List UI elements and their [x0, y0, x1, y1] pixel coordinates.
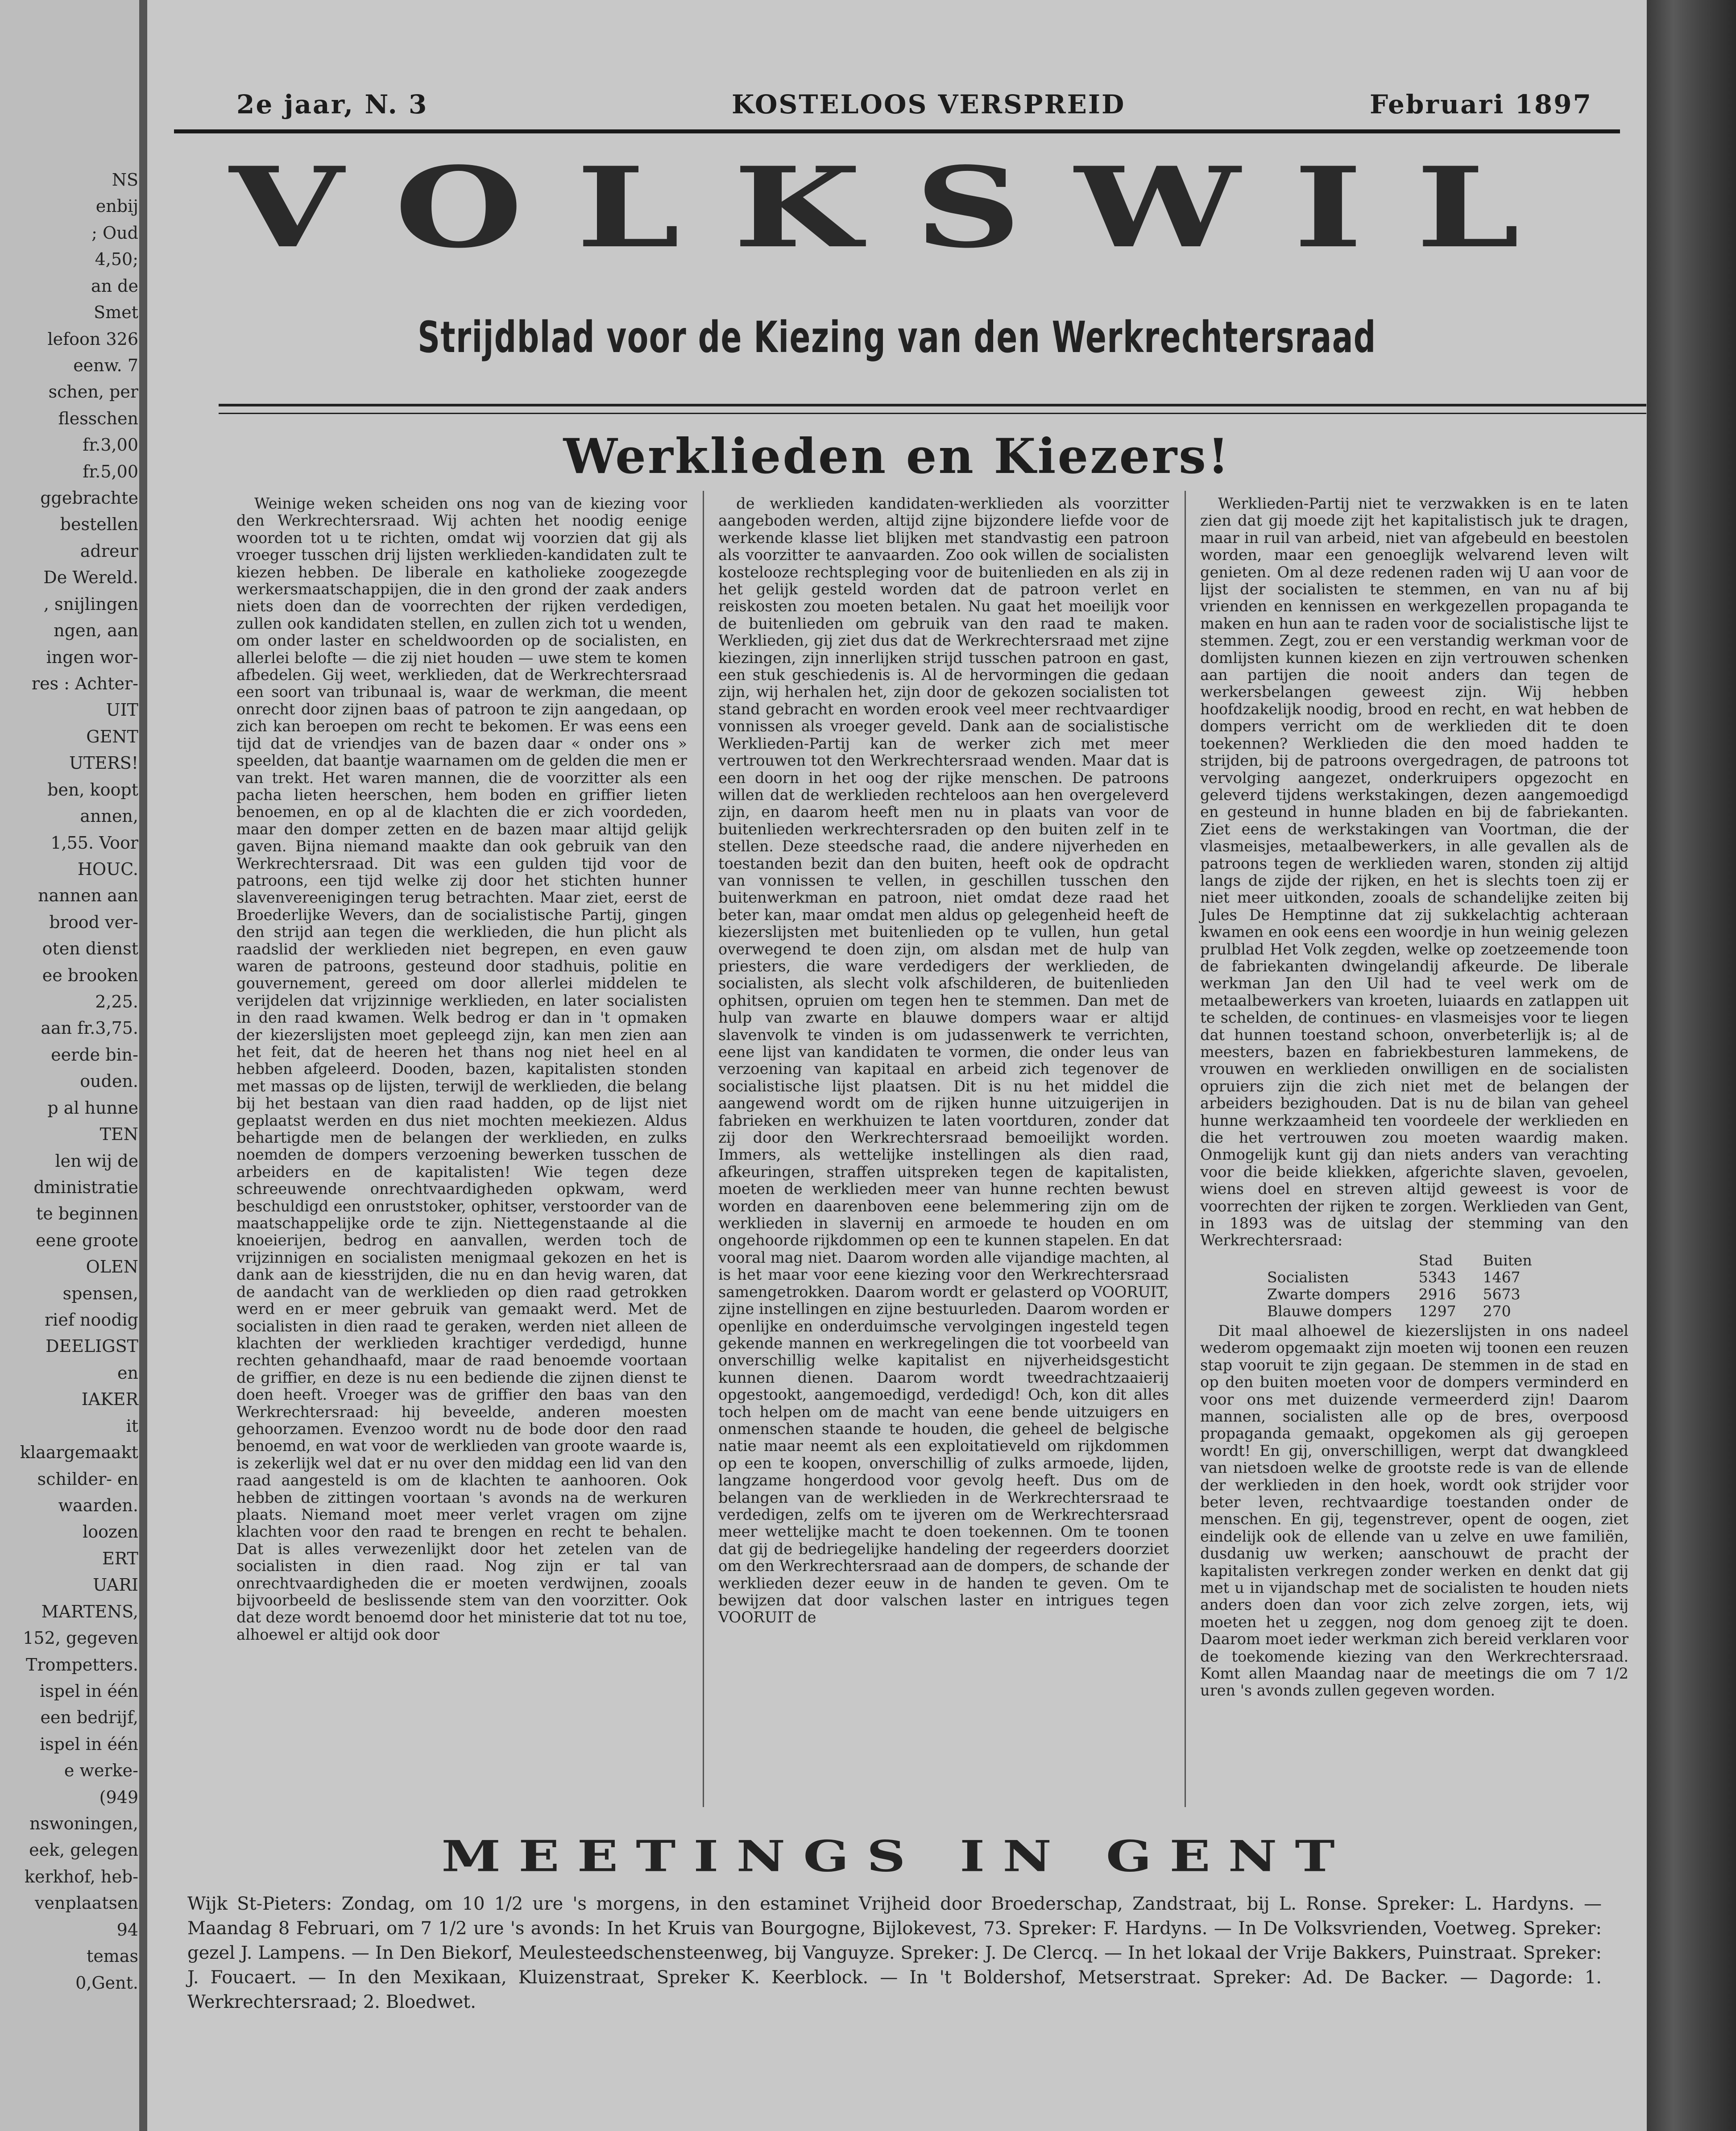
adjacent-text-fragment: lefoon 326 — [47, 329, 138, 349]
adjacent-text-fragment: adreur — [80, 541, 138, 561]
adjacent-text-fragment: UIT — [106, 700, 138, 720]
book-spine — [1647, 0, 1736, 2131]
adjacent-text-fragment: eek, gelegen — [29, 1840, 138, 1860]
newspaper-page — [147, 0, 1647, 2131]
adjacent-text-fragment: en — [117, 1363, 138, 1383]
adjacent-text-fragment: ; Oud — [91, 223, 138, 243]
column-divider — [703, 491, 704, 1807]
adjacent-text-fragment: venplaatsen — [35, 1893, 138, 1913]
adjacent-text-fragment: UARI — [93, 1575, 138, 1595]
page-gutter — [139, 0, 147, 2131]
article-headline: Werklieden en Kiezers! — [563, 428, 1231, 485]
adjacent-text-fragment: nannen aan — [38, 886, 138, 906]
adjacent-text-fragment: ggebrachte — [40, 488, 138, 508]
adjacent-text-fragment: 94 — [116, 1920, 138, 1940]
column-text: Weinige weken scheiden ons nog van de kiezing voor den Werkrechtersraad. Wij achten het noodig eenige woorden tot u te richten, omdat wij voorzien dat gij als vroeger tusschen drij lijsten werklieden-kandidaten zult te kiezen hebben. De liberale en katholieke zoogezegde werkersmaatschappijen, die in den grond der zaak anders niets doen dan de voorrechten der rijken verdedigen, zullen ook kandidaten stellen, en zullen zich tot u wenden, om onder laster en scheldwoorden op de socialisten, en allerlei belofte — die zij niet houden — uwe stem te komen afbedelen. Gij weet, werklieden, dat de Werkrechtersraad een soort van tribunaal is, waar de werkman, die meent onrecht door zijnen baas of patroon te zijn aangedaan, op zich kan beroepen om recht te bekomen. Er was eens een tijd dat de vriendjes van de bazen daar « onder ons » speelden, dat baantje waarnamen om de gelden die men er van trekt. Het waren mannen, die de voorzitter als een pacha lieten heerschen, hem boden en griffier lieten benoemen, en op al de klachten die er zich voordeden, maar den domper zetten en de bazen maar altijd gelijk gaven. Bijna niemand maakte dan ook gebruik van den Werkrechtersraad. Dit was een gulden tijd voor de patroons, een tijd welke zij door het stichten hunner slavenvereenigingen terug betrachten. Maar ziet, eerst de Broederlijke Wevers, dan de socialistische Partij, gingen den strijd aan tegen die werklieden, die hun plicht als raadslid der werklieden niet begrepen, en even gauw waren de patroons, gesteund door stadhuis, politie en gouvernement, gereed om door allerlei middelen te verijdelen dat vrijzinnige werklieden, en later socialisten in den raad kwamen. Welk bedrog er dan in 't opmaken der kiezerslijsten moet gepleegd zijn, kan men zien aan het feit, dat de heeren het thans nog niet heel en al hebben afgeleerd. Dooden, bazen, kapitalisten stonden met massas op de lijsten, terwijl de werklieden, die belang bij het bestaan van dien raad hadden, op de lijst niet geplaatst werden en dus niet mochten meekiezen. Aldus behartigde men de belangen der werklieden, en zulks noemden de dompers verzoening bewerken tusschen de arbeiders en de kapitalisten! Wie tegen deze schreeuwende onrechtvaardigheden opkwam, werd beschuldigd een onruststoker, ophitser, verstoorder van de maatschappelijke orde te zijn. Niettegenstaande al die knoeierijen, bedrog en aanvallen, werden toch de vrijzinnigen en socialisten menigmaal gekozen en het is dank aan de kiesstrijden, die nu en dan hevig waren, dat de aandacht van de werklieden op dien raad getrokken werd en er meer gebruik van gemaakt werd. Met de socialisten in dien raad te geraken, werden niet alleen de klachten der werklieden krachtiger verdedigd, hunne rechten gehandhaafd, maar de raad benoemde voortaan de griffier, en deze is nu een bediende die zijnen dienst te doen heeft. Vroeger was de griffier den baas van den Werkrechtersraad: hij beveelde, anderen moesten gehoorzamen. Evenzoo wordt nu de bode door den raad benoemd, en wat voor de werklieden van groote waarde is, is zekerlijk wel dat er nu over den middag een lid van den raad aangesteld is om de klachten te aanhooren. Ook hebben de zittingen voortaan 's avonds na de werkuren plaats. Niemand moet meer verlet vragen om zijne klachten voor den raad te brengen en recht te behalen. Dat is alles verwezenlijkt door het zetelen van de socialisten in dien raad. Nog zijn er tal van onrechtvaardigheden die er moeten verdwijnen, zooals bijvoorbeeld de beslissende stem van den voorzitter. Ook dat deze wordt benoemd door het ministerie dat tot nu toe, alhoewel er altijd ook door — [236, 495, 687, 1643]
adjacent-text-fragment: NS — [112, 170, 138, 190]
adjacent-page-edge — [0, 0, 147, 2131]
adjacent-text-fragment: eene groote — [35, 1230, 138, 1250]
masthead-rule-thin — [219, 413, 1646, 414]
adjacent-text-fragment: temas — [87, 1946, 138, 1966]
adjacent-text-fragment: 2,25. — [95, 992, 138, 1012]
adjacent-text-fragment: eenw. 7 — [73, 355, 138, 375]
adjacent-text-fragment: 152, gegeven — [23, 1628, 138, 1648]
table-header-cell — [1254, 1252, 1405, 1269]
adjacent-text-fragment: an de — [91, 276, 138, 296]
adjacent-text-fragment: DEELIGST — [46, 1336, 138, 1356]
adjacent-text-fragment: brood ver- — [49, 912, 138, 932]
table-cell: 270 — [1483, 1302, 1511, 1320]
adjacent-text-fragment: MARTENS, — [41, 1601, 138, 1621]
table-row — [1254, 1286, 1545, 1303]
table-cell: Zwarte dompers — [1267, 1285, 1390, 1303]
adjacent-text-fragment: annen, — [80, 806, 138, 826]
adjacent-text-fragment: spensen, — [62, 1283, 138, 1303]
column-text: Dit maal alhoewel de kiezerslijsten in ons nadeel wederom opgemaakt zijn moeten wij toonen een reuzen stap vooruit te zijn gegaan. De stemmen in de stad en op den buiten moeten voor de dompers verminderd en voor ons met duizende vermeerderd zijn! Daarom mannen, socialisten alle op de bres, overpoosd propaganda gemaakt, opgekomen als gij geroepen wordt! En gij, onverschilligen, werpt dat dwangkleed van nietsdoen welke de grootste rede is van de ellende der werklieden in den hoek, wordt ook strijder voor beter leven, rechtvaardige toestanden onder de menschen. En gij, tegenstrever, opent de oogen, ziet eindelijk ook de ellende van u zelve en uwe familiën, dusdanig uw werken; aanschouwt de pracht der kapitalisten verkregen zonder werken en denkt dat gij met u in vijandschap met de socialisten te houden niets anders doen dan voor zich zelve zorgen, iets, wij moeten het u zeggen, nog dom genoeg zijt te doen. Daarom moet ieder werkman zich bereid verklaren voor de toekomende kiezing van den Werkrechtersraad. Komt allen Maandag naar de meetings die om 7 1/2 uren 's avonds zullen gegeven worden. — [1200, 1322, 1628, 1700]
adjacent-text-fragment: rief noodig — [45, 1310, 138, 1330]
adjacent-text-fragment: kerkhof, heb- — [24, 1866, 138, 1886]
column-text: de werklieden kandidaten-werklieden als voorzitter aangeboden werden, altijd zijne bijzondere liefde voor de werkende klasse liet blijken met standvastig een patroon als voorzitter te aanvaarden. Zoo ook willen de socialisten kostelooze rechtspleging voor de buitenlieden en als zij in het gelijk gesteld worden dat de patroon verlet en reiskosten zou moeten betalen. Nu gaat het moeilijk voor de buitenlieden om gebruik van den raad te maken. Werklieden, gij ziet dus dat de Werkrechtersraad met zijne kiezingen, zijn innerlijken strijd tusschen patroon en gast, een stuk geschiedenis is. Al de hervormingen die gedaan zijn, wij herhalen het, zijn door de gekozen socialisten tot stand gebracht en worden erook veel meer rechtvaardiger vonnissen als vroeger geveld. Dank aan de socialistische Werklieden-Partij kan de werker zich met meer vertrouwen tot den Werkrechtersraad wenden. Maar dat is een doorn in het oog der rijke menschen. De patroons willen dat de werklieden rechteloos aan hen overgeleverd zijn, en daarom heeft men nu in plaats van voor de buitenlieden werkrechtersraden op den buiten zelf in te stellen. Deze steedsche raad, die andere nijverheden en toestanden bezit dan den buiten, heeft ook de opdracht van vonnissen te vellen, in geschillen tusschen den buitenwerkman en patroon, niet omdat deze raad het beter kan, maar omdat men aldus op gelegenheid heeft de kiezerslijsten met buitenlieden op te vullen, hun getal overwegend te doen zijn, om alsdan met de hulp van priesters, die ware verdedigers der werklieden, de socialisten, als slecht volk afschilderen, de buitenlieden ophitsen, opruien om tegen hen te stemmen. Dan met de hulp van zwarte en blauwe dompers waar er altijd slavenvolk te vinden is om judassenwerk te verrichten, eene lijst van kandidaten te vormen, die onder leus van verzoening van kapitaal en arbeid zich tegenover de socialistische lijst plaatsen. Dit is nu het middel die aangewend wordt om de rijken hunne uitzuigerijen in fabrieken en werkhuizen te laten voortduren, zonder dat zij door den Werkrechtersraad bemoeilijkt worden. Immers, als wettelijke instellingen als dien raad, afkeuringen, straffen uitspreken tegen de kapitalisten, moeten de werklieden meer van hunne rechten bewust worden en daarenboven eene belemmering zijn om de werklieden in slavernij en armoede te houden en om ongehoorde rijkdommen op een te kunnen stapelen. En dat vooral mag niet. Daarom worden alle vijandige machten, al is het maar voor eene kiezing voor den Werkrechtersraad samengetrokken. Daarom wordt er gelasterd op VOORUIT, zijne instellingen en zijne bestuurleden. Daarom worden er openlijke en onderduimsche vervolgingen ingesteld tegen gekende mannen en werkregelingen die tot voorbeeld van onverschillig welke kapitalist en nijverheidsgesticht kunnen dienen. Daarom wordt tweedrachtzaaierij opgestookt, aangemoedigd, verdedigd! Och, kon dit alles toch helpen om de macht van eene bende uitzuigers en onmenschen staande te houden, die geheel de belgische natie maar neemt als een exploitatieveld om rijkdommen op een te koopen, onverschillig of zulks armoede, lijden, langzame hongerdood voor gevolg heeft. Dus om de belangen van de werklieden in de Werkrechtersraad te verdedigen, zelfs om te ijveren om de Werkrechtersraad meer wettelijke macht te doen toekennen. Om te toonen dat gij de bedriegelijke handeling der regeerders doorziet om den Werkrechtersraad aan de dompers, de schande der werklieden dezer eeuw in de handen te geven. Om te bewijzen dat door valschen laster en intrigues tegen VOORUIT de — [718, 495, 1169, 1626]
masthead-subtitle: Strijdblad voor de Kiezing van den Werkrechtersraad — [418, 312, 1376, 362]
adjacent-text-fragment: ispel in één — [40, 1734, 138, 1754]
adjacent-text-fragment: nswoningen, — [29, 1814, 138, 1834]
adjacent-text-fragment: Trompetters. — [25, 1654, 138, 1675]
adjacent-text-fragment: OLEN — [86, 1257, 138, 1277]
adjacent-text-fragment: res : Achter- — [31, 673, 138, 693]
adjacent-text-fragment: ingen wor- — [46, 647, 138, 667]
column-divider — [1185, 491, 1186, 1807]
adjacent-text-fragment: HOUC. — [77, 859, 138, 879]
adjacent-text-fragment: oten dienst — [42, 939, 138, 959]
adjacent-text-fragment: flesschen — [58, 408, 138, 428]
table-header-row — [1254, 1252, 1545, 1269]
adjacent-text-fragment: Smet — [94, 303, 138, 323]
adjacent-text-fragment: IAKER — [81, 1389, 138, 1410]
adjacent-text-fragment: ben, koopt — [47, 779, 138, 800]
table-cell: 1297 — [1418, 1302, 1456, 1320]
adjacent-text-fragment: , snijlingen — [43, 594, 138, 614]
table-header-cell: Stad — [1418, 1251, 1453, 1269]
adjacent-text-fragment: dministratie — [33, 1177, 138, 1197]
adjacent-text-fragment: 0,Gent. — [75, 1973, 138, 1993]
adjacent-text-fragment: (949 — [99, 1787, 138, 1807]
election-results-table — [1254, 1252, 1545, 1320]
article-column-2 — [718, 495, 1169, 1626]
table-row — [1254, 1269, 1545, 1286]
masthead-rule — [219, 404, 1646, 406]
adjacent-text-fragment: klaargemaakt — [20, 1443, 138, 1463]
adjacent-text-fragment: fr.3,00 — [83, 435, 138, 455]
header-rule — [174, 129, 1620, 133]
distribution-note: KOSTELOOS VERSPREID — [732, 89, 1126, 120]
adjacent-text-fragment: eerde bin- — [51, 1045, 138, 1065]
adjacent-text-fragment: De Wereld. — [43, 568, 138, 588]
meetings-text: Wijk St-Pieters: Zondag, om 10 1/2 ure 's morgens, in den estaminet Vrijheid door Broederschap, Zandstraat, bij L. Ronse. Spreker: L. Hardyns. — Maandag 8 Februari, om 7 1/2 ure 's avonds: In het Kruis van Bourgogne, Bijlokevest, 73. Spreker: F. Hardyns. — In De Volksvrienden, Voetweg. Spreker: gezel J. Lampens. — In Den Biekorf, Meulesteedschensteenweg, bij Vanguyze. Spreker: J. De Clercq. — In het lokaal der Vrije Bakkers, Puinstraat. Spreker: J. Foucaert. — In den Mexikaan, Kluizenstraat, Spreker K. Keerblock. — In 't Boldershof, Metserstraat. Spreker: Ad. De Backer. — Dagorde: 1. Werkrechtersraad; 2. Bloedwet. — [187, 1894, 1602, 2012]
meetings-heading: MEETINGS IN GENT — [441, 1831, 1353, 1882]
adjacent-text-fragment: GENT — [86, 726, 138, 746]
adjacent-text-fragment: 4,50; — [95, 249, 138, 269]
adjacent-text-fragment: it — [126, 1416, 138, 1436]
adjacent-text-fragment: ngen, aan — [54, 621, 138, 641]
adjacent-text-fragment: len wij de — [55, 1151, 138, 1171]
adjacent-text-fragment: te beginnen — [36, 1204, 138, 1224]
article-column-1 — [236, 495, 687, 1643]
adjacent-text-fragment: ee brooken — [42, 965, 138, 985]
adjacent-text-fragment: fr.5,00 — [83, 461, 138, 481]
table-header-cell: Buiten — [1483, 1251, 1532, 1269]
adjacent-text-fragment: e werke- — [64, 1761, 138, 1781]
adjacent-text-fragment: schen, per — [48, 382, 138, 402]
column-text: Werklieden-Partij niet te verzwakken is en te laten zien dat gij moede zijt het kapitalistisch juk te dragen, maar in ruil van arbeid, niet van afgebeuld en beestolen worden, maar een genoeglijk welvarend leven wilt genieten. Om al deze redenen raden wij U aan voor de lijst der socialisten te stemmen, en van nu af bij vrienden en kennissen en werkgezellen propaganda te maken en hun aan te raden voor de socialistische lijst te stemmen. Zegt, zou er een verstandig werkman voor de domlijsten kunnen kiezen en zijn vertrouwen schenken aan partijen die nooit anders dan tegen de werkersbelangen geweest zijn. Wij hebben hoofdzakelijk noodig, brood en recht, en wat hebben de dompers verricht om de werklieden dit te doen toekennen? Werklieden die den moed hadden te strijden, bij de patroons overgedragen, de patroons tot vervolging aangezet, onderkruipers opgezocht en geleverd tijdens werkstakingen, dezen aangemoedigd en gesteund in hunne bladen en bij de fabriekanten. Ziet eens de werkstakingen van Voortman, die der vlasmeisjes, metaalbewerkers, in alle gevallen als de patroons tegen de werklieden waren, stonden zij altijd langs de zijde der rijken, en het is slechts toen zij er niet meer uitkonden, zooals de schandelijke zeiten bij Jules De Hemptinne dat zij sukkelachtig achteraan kwamen en ook eens een woordje in hun weinig gelezen prulblad Het Volk zegden, welke op zoetzeemende toon de fabriekanten dwingelandij afkeurde. De liberale werkman Jan den Uil had te veel werk om de metaalbewerkers van kroeten, luiaards en zatlappen uit te schelden, de continues- en vlasmeisjes voor te liegen dat hunnen toestand schoon, onverbeterlijk is; al de meesters, bazen en fabriekbesturen lammekens, de vrouwen en werklieden onwilligen en de socialisten opruiers zijn die zich niet met de belangen der arbeiders bezighouden. Dat is nu de bilan van geheel hunne werkzaamheid ten voordeele der werklieden en die het vertrouwen zou moeten waardig maken. Onmogelijk kunt gij dan niets anders van verachting voor die beide kliekken, afgerichte slaven, gevoelen, wiens doel en streven altijd geweest is voor de voorrechten der rijken te zorgen. Werklieden van Gent, in 1893 was de uitslag der stemming van den Werkrechtersraad: — [1200, 495, 1628, 1249]
adjacent-text-fragment: enbij — [95, 196, 138, 216]
adjacent-text-fragment: p al hunne — [47, 1098, 138, 1118]
adjacent-text-fragment: aan fr.3,75. — [41, 1018, 138, 1038]
adjacent-text-fragment: UTERS! — [69, 753, 138, 773]
table-cell: 1467 — [1483, 1268, 1521, 1286]
adjacent-text-fragment: ouden. — [80, 1071, 138, 1091]
adjacent-text-fragment: loozen — [83, 1522, 138, 1542]
article-column-3 — [1200, 495, 1628, 1700]
adjacent-text-fragment: een bedrijf, — [40, 1708, 138, 1728]
table-cell: 2916 — [1418, 1285, 1456, 1303]
adjacent-text-fragment: ERT — [102, 1548, 138, 1568]
table-cell: Socialisten — [1267, 1268, 1349, 1286]
adjacent-text-fragment: ispel in één — [40, 1681, 138, 1701]
table-cell: 5673 — [1483, 1285, 1521, 1303]
masthead-title: VOLKSWIL — [229, 142, 1573, 273]
adjacent-text-fragment: bestellen — [60, 514, 138, 535]
table-cell: Blauwe dompers — [1267, 1302, 1392, 1320]
issue-date: Februari 1897 — [1370, 89, 1592, 120]
issue-number: 2e jaar, N. 3 — [236, 89, 428, 120]
adjacent-text-fragment: waarden. — [58, 1496, 138, 1515]
table-cell: 5343 — [1418, 1268, 1456, 1286]
adjacent-text-fragment: TEN — [99, 1124, 138, 1144]
adjacent-text-fragment: schilder- en — [37, 1469, 138, 1489]
table-row — [1254, 1303, 1545, 1320]
adjacent-text-fragment: 1,55. Voor — [50, 833, 138, 853]
